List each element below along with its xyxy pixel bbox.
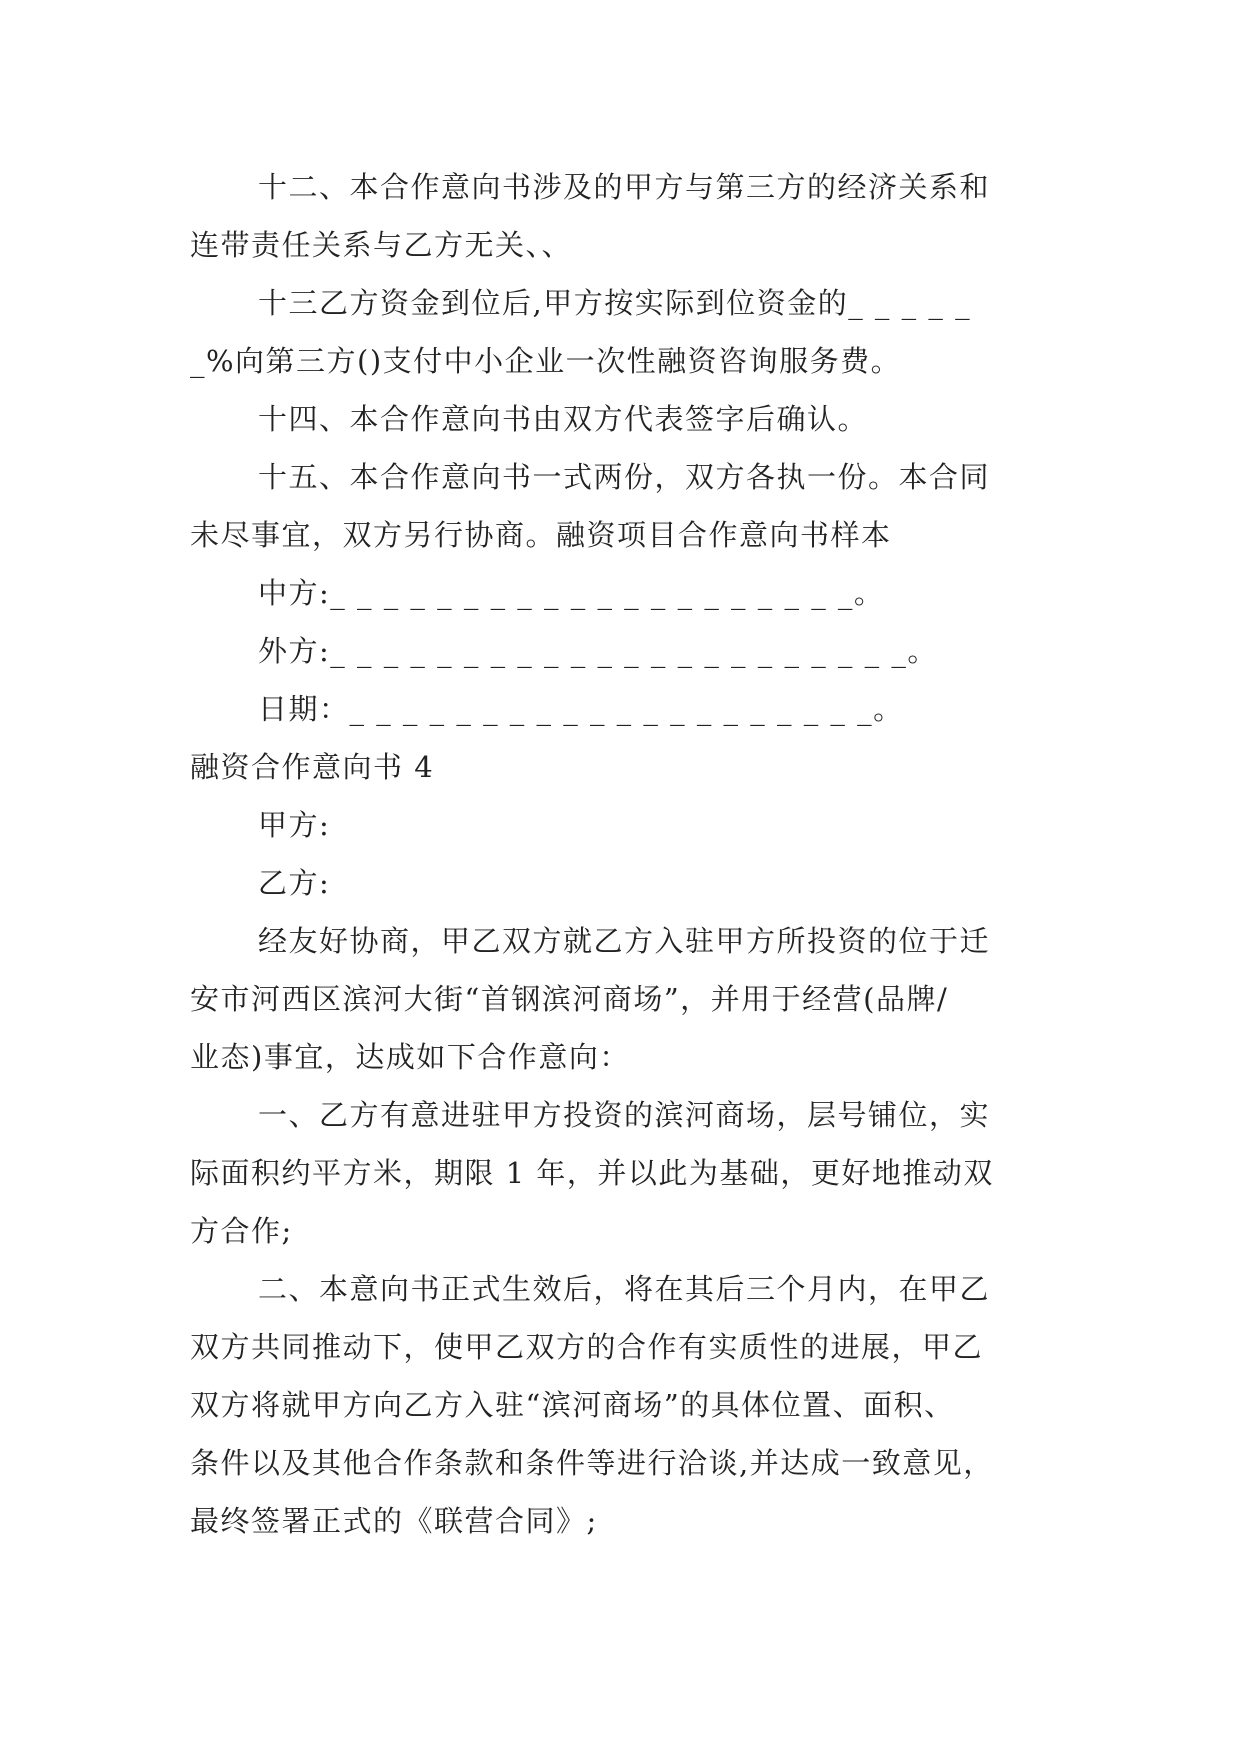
text-line: 双方共同推动下，使甲乙双方的合作有实质性的进展，甲乙: [190, 1330, 984, 1364]
signature-line-foreign-party: 外方:_ _ _ _ _ _ _ _ _ _ _ _ _ _ _ _ _ _ _ _ _ _。: [258, 634, 938, 668]
text-line: 十二、本合作意向书涉及的甲方与第三方的经济关系和: [258, 170, 991, 204]
text-line: 安市河西区滨河大街“首钢滨河商场”，并用于经营(品牌/: [190, 982, 949, 1016]
text-line: 十三乙方资金到位后,甲方按实际到位资金的_ _ _ _ _: [258, 286, 972, 320]
signature-line-chinese-party: 中方:_ _ _ _ _ _ _ _ _ _ _ _ _ _ _ _ _ _ _ _。: [258, 576, 885, 610]
party-a-label: 甲方:: [258, 808, 331, 842]
document-body: [190, 158, 1050, 1550]
text-line: 条件以及其他合作条款和条件等进行洽谈,并达成一致意见，: [190, 1446, 994, 1480]
text-line: 最终签署正式的《联营合同》;: [190, 1504, 598, 1538]
text-line: _%向第三方()支付中小企业一次性融资咨询服务费。: [190, 344, 902, 378]
date-line: 日期：_ _ _ _ _ _ _ _ _ _ _ _ _ _ _ _ _ _ _ _。: [258, 692, 904, 726]
section-title: 融资合作意向书 4: [190, 750, 435, 784]
text-line: 连带责任关系与乙方无关、、: [190, 228, 573, 262]
text-line: 十五、本合作意向书一式两份，双方各执一份。本合同: [258, 460, 991, 494]
party-b-label: 乙方:: [258, 866, 331, 900]
text-line: 二、本意向书正式生效后，将在其后三个月内，在甲乙: [258, 1272, 991, 1306]
text-line: 未尽事宜，双方另行协商。融资项目合作意向书样本: [190, 518, 892, 552]
text-line: 双方将就甲方向乙方入驻“滨河商场”的具体位置、面积、: [190, 1388, 955, 1422]
text-line: 方合作;: [190, 1214, 293, 1248]
text-line: 际面积约平方米，期限 1 年，并以此为基础，更好地推动双: [190, 1156, 994, 1190]
text-line: 经友好协商，甲乙双方就乙方入驻甲方所投资的位于迁: [258, 924, 991, 958]
text-line: 一、乙方有意进驻甲方投资的滨河商场，层号铺位，实: [258, 1098, 991, 1132]
text-line: 业态)事宜，达成如下合作意向：: [190, 1040, 630, 1074]
text-line: 十四、本合作意向书由双方代表签字后确认。: [258, 402, 869, 436]
